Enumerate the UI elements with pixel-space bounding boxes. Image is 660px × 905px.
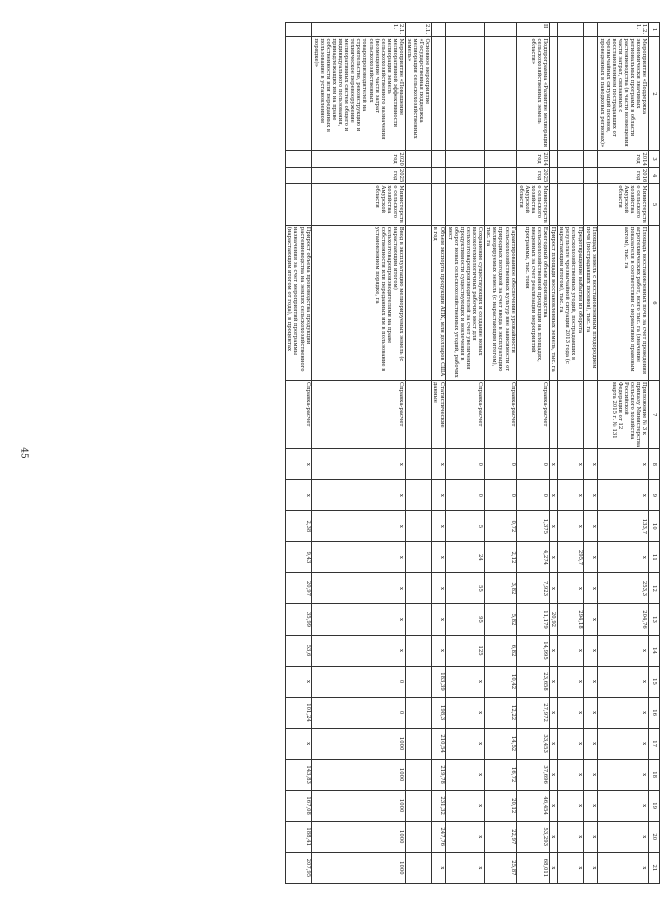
table-cell: 68,011 — [517, 852, 549, 883]
table-cell: 2025 год — [517, 167, 549, 184]
table-cell: 53,6 — [285, 635, 311, 666]
table-cell: x — [549, 635, 557, 666]
table-cell: Приложение № 3 к приказу Министерства сельского хозяйства Российской Федерации от 12 марта 2015 г. № 131 — [598, 381, 649, 449]
table-cell: 2,38 — [285, 511, 311, 542]
table-cell — [549, 167, 557, 184]
table-cell — [431, 184, 445, 225]
table-cell — [446, 184, 485, 225]
table-cell: x — [446, 728, 485, 759]
table-cell: x — [557, 635, 583, 666]
table-cell: x — [549, 759, 557, 790]
table-cell: x — [584, 573, 598, 604]
table-cell — [431, 23, 445, 37]
table-cell: x — [557, 790, 583, 821]
table-cell: 2014 год — [517, 151, 549, 168]
table-cell: 53,293 — [517, 821, 549, 852]
table-cell — [549, 381, 557, 449]
table-cell: x — [598, 635, 649, 666]
table-cell: Основное мероприятие «Государственная поддержка мелиорации сельскохозяйственных земель» — [405, 37, 431, 151]
table-cell: x — [431, 542, 445, 573]
table-cell: Мероприятие «Повышение мелиоративной эффективности мелиорации земель сельскохозяйственного назначения (возмещение части затрат сельскохозяйственных товаропроизводителей на строительство, реконструкцию и техническое перевооружение мелиоративных систем общего и индивидуального пользования, принадлежащих им на праве собственности или переданных в пользование в установленном порядке)» — [312, 37, 405, 151]
table-cell: 0,72 — [484, 511, 516, 542]
table-cell: Площадь восстановленных почв за счет проведения агротехнических работ, всего тыс. га (значение показателя в соответствии с нормативно правовым актом), тыс. га — [598, 225, 649, 380]
table-cell: x — [285, 449, 311, 480]
table-cell — [484, 151, 516, 168]
table-cell: x — [285, 666, 311, 697]
indicators-table — [285, 22, 660, 884]
table-cell — [584, 23, 598, 37]
table-cell: Прирост объема производства продукции растениеводства на землях сельскохозяйственного назначения за счет мероприятий программы (нарастающим итогом от года), в процентах — [285, 225, 311, 380]
table-cell — [484, 167, 516, 184]
table-cell: x — [598, 852, 649, 883]
table-cell: 1000 — [312, 728, 405, 759]
table-cell: 1.2.1. — [598, 23, 649, 37]
table-cell: 14,995 — [517, 635, 549, 666]
column-number: 4 — [649, 167, 660, 184]
table-cell: x — [584, 635, 598, 666]
table-cell: x — [557, 511, 583, 542]
table-cell: 12,22 — [484, 697, 516, 728]
table-cell — [446, 167, 485, 184]
table-cell: x — [584, 790, 598, 821]
table-cell — [431, 167, 445, 184]
table-cell — [285, 23, 311, 37]
column-number: 20 — [649, 821, 660, 852]
table-cell: 27,972 — [517, 697, 549, 728]
table-cell: Справка-расчет — [517, 381, 549, 449]
table-cell: Справка-расчет — [285, 381, 311, 449]
column-number: 18 — [649, 759, 660, 790]
column-number: 19 — [649, 790, 660, 821]
table-cell — [549, 23, 557, 37]
table-cell: 0 — [312, 666, 405, 697]
table-cell: 207,95 — [285, 852, 311, 883]
table-cell: x — [312, 573, 405, 604]
table-cell: 2.1. — [405, 23, 431, 37]
table-cell: 95 — [446, 604, 485, 635]
column-number: 1 — [649, 23, 660, 37]
table-cell: x — [584, 449, 598, 480]
column-number: 5 — [649, 184, 660, 225]
table-cell: x — [446, 821, 485, 852]
table-cell: 9,43 — [285, 542, 311, 573]
table-cell — [584, 184, 598, 225]
table-cell: x — [312, 635, 405, 666]
table-cell: x — [549, 852, 557, 883]
table-cell: 210,54 — [431, 728, 445, 759]
table-cell — [584, 381, 598, 449]
table-cell: x — [431, 635, 445, 666]
table-cell: x — [557, 666, 583, 697]
table-cell: 1000 — [312, 821, 405, 852]
table-cell: x — [431, 852, 445, 883]
table-cell: 231,32 — [431, 790, 445, 821]
table-cell: x — [549, 697, 557, 728]
table-cell — [584, 37, 598, 151]
table-cell: x — [549, 511, 557, 542]
table-cell: x — [557, 480, 583, 511]
table-cell: x — [584, 480, 598, 511]
table-cell: 7,923 — [517, 573, 549, 604]
table-cell: 219,78 — [431, 759, 445, 790]
table-cell — [431, 37, 445, 151]
table-cell: Сохранение существующих и создание новых высокотехнологичных рабочих мест для сельхозтоваропроизводителей за счет увеличения продуктивности существующих и вовлечения в оборот новых сельскохозяйственных угодий, рабочих мест — [446, 225, 485, 380]
table-cell: 5,82 — [484, 604, 516, 635]
table-cell: x — [584, 666, 598, 697]
table-cell — [405, 790, 431, 821]
table-cell: x — [598, 697, 649, 728]
table-cell: Справка-расчет — [312, 381, 405, 449]
table-cell — [405, 381, 431, 449]
table-cell — [557, 184, 583, 225]
table-cell: 11,179 — [517, 604, 549, 635]
table-cell: 253,3 — [598, 573, 649, 604]
table-cell: 2016 год — [598, 167, 649, 184]
table-cell: Прирост площади восстановленных земель, тыс. га — [549, 225, 557, 380]
table-cell — [285, 37, 311, 151]
table-cell: x — [584, 759, 598, 790]
table-cell: x — [598, 542, 649, 573]
table-cell: x — [312, 542, 405, 573]
table-cell — [584, 167, 598, 184]
table-cell — [431, 151, 445, 168]
table-cell: 1000 — [312, 759, 405, 790]
table-cell: 10,42 — [484, 666, 516, 697]
table-cell: x — [431, 449, 445, 480]
table-cell: 37,696 — [517, 759, 549, 790]
column-number-row — [649, 23, 660, 884]
table-cell: Справка-расчет — [446, 381, 485, 449]
table-cell: 23,658 — [517, 666, 549, 697]
table-cell — [285, 184, 311, 225]
table-cell: 0 — [312, 697, 405, 728]
table-cell: 5 — [446, 511, 485, 542]
table-cell — [446, 151, 485, 168]
table-cell — [557, 381, 583, 449]
table-cell — [405, 542, 431, 573]
table-cell: 0 — [517, 480, 549, 511]
table-cell: Статистические данные — [431, 381, 445, 449]
table-cell: x — [285, 480, 311, 511]
table-cell: 0 — [446, 480, 485, 511]
table-cell — [405, 184, 431, 225]
table-cell: x — [584, 604, 598, 635]
table-cell: 204,76 — [598, 604, 649, 635]
table-cell — [557, 23, 583, 37]
table-row — [312, 23, 405, 884]
table-cell — [405, 821, 431, 852]
column-number: 17 — [649, 728, 660, 759]
table-cell: Площадь земель с восстановленным плодородием почв (пострадавших посевов), тыс. га — [584, 225, 598, 380]
landscape-table-wrapper — [76, 22, 660, 884]
table-cell: Ежегодный объем производства сельскохозяйственной продукции на площадях, введенных за счет реализации мероприятий программы, тыс. тонн — [517, 225, 549, 380]
table-cell: x — [584, 852, 598, 883]
table-cell: 22,97 — [484, 821, 516, 852]
table-cell: x — [549, 573, 557, 604]
table-cell: 25,87 — [484, 852, 516, 883]
table-cell: 46,454 — [517, 790, 549, 821]
table-cell: 188,41 — [285, 821, 311, 852]
table-cell: 16,72 — [484, 759, 516, 790]
table-cell: 6,82 — [484, 635, 516, 666]
table-cell: x — [431, 604, 445, 635]
table-cell: 294,18 — [557, 604, 583, 635]
table-cell — [285, 151, 311, 168]
table-cell: x — [598, 790, 649, 821]
table-cell: x — [312, 511, 405, 542]
column-number: 10 — [649, 511, 660, 542]
table-cell: 295,7 — [557, 542, 583, 573]
table-cell — [446, 23, 485, 37]
table-cell: 0 — [484, 449, 516, 480]
table-cell: x — [312, 480, 405, 511]
table-cell: 247,76 — [431, 821, 445, 852]
table-cell — [405, 449, 431, 480]
table-cell: x — [598, 480, 649, 511]
table-cell — [446, 37, 485, 151]
column-number: 11 — [649, 542, 660, 573]
table-cell: x — [557, 821, 583, 852]
table-cell: Мероприятие «Поддержка экономически значимых региональных программ в области растениеводства (в части возмещения части затрат, связанных с восстановлением пострадавших от чрезвычайных ситуаций посевов, проведенных в паводковых регионах)» — [598, 37, 649, 151]
table-cell: 2025 год — [312, 167, 405, 184]
table-cell — [405, 759, 431, 790]
table-cell: x — [312, 449, 405, 480]
column-number: 7 — [649, 381, 660, 449]
table-cell: x — [598, 666, 649, 697]
table-cell: 0 — [446, 449, 485, 480]
table-cell: 3,82 — [484, 573, 516, 604]
table-cell: x — [557, 573, 583, 604]
table-cell: x — [549, 728, 557, 759]
column-number: 16 — [649, 697, 660, 728]
table-cell — [405, 225, 431, 380]
table-row — [557, 23, 583, 884]
table-cell: x — [549, 449, 557, 480]
table-cell: x — [431, 511, 445, 542]
column-number: 14 — [649, 635, 660, 666]
table-cell — [557, 167, 583, 184]
table-row — [446, 23, 485, 884]
table-cell: 133,7 — [598, 511, 649, 542]
table-cell: Подпрограмма «Развитие мелиорации сельскохозяйственных земель области» — [517, 37, 549, 151]
column-number: 9 — [649, 480, 660, 511]
table-cell: x — [549, 790, 557, 821]
table-row — [584, 23, 598, 884]
table-cell — [584, 151, 598, 168]
table-cell: x — [549, 480, 557, 511]
table-cell: x — [584, 821, 598, 852]
table-cell: x — [312, 604, 405, 635]
table-cell: 198,3 — [431, 697, 445, 728]
table-row — [405, 23, 431, 884]
table-cell: 35,99 — [285, 604, 311, 635]
table-cell — [405, 604, 431, 635]
table-cell: Гарантированное обеспечение урожайности сельскохозяйственных культур вне зависимости от природных погодной за счет ввода в эксплуатацию мелиорируемых земель (с нарастающим итогом), тыс. га — [484, 225, 516, 380]
table-cell: x — [557, 449, 583, 480]
table-cell: x — [598, 449, 649, 480]
table-cell: 0 — [484, 480, 516, 511]
table-cell: x — [557, 759, 583, 790]
table-cell: Министерство сельского хозяйства Амурской области — [517, 184, 549, 225]
table-row — [598, 23, 649, 884]
column-number: 13 — [649, 604, 660, 635]
column-number: 21 — [649, 852, 660, 883]
table-cell: 20,92 — [549, 604, 557, 635]
table-cell: x — [584, 728, 598, 759]
table-cell — [405, 480, 431, 511]
column-number: 12 — [649, 573, 660, 604]
table-cell — [405, 852, 431, 883]
table-cell — [405, 167, 431, 184]
table-cell: x — [549, 542, 557, 573]
table-cell: Предотвращение выбытия из оборота сельскохозяйственных угодий, пострадавших в результате чрезвычайной ситуации 2013 года (с нарастающим итогом), тыс. га — [557, 225, 583, 380]
table-cell: x — [549, 821, 557, 852]
table-cell: x — [431, 573, 445, 604]
column-number: 8 — [649, 449, 660, 480]
table-cell: x — [446, 697, 485, 728]
table-cell: x — [598, 821, 649, 852]
table-cell: Ввод в эксплуатацию мелиорируемых земель (с нарастающим итогом) сельхозтоваропроизводителями на праве собственности или переданных им в пользование в установленном порядке, га — [312, 225, 405, 380]
table-cell: x — [446, 666, 485, 697]
table-cell: 55 — [446, 573, 485, 604]
table-cell: 2020 год — [312, 151, 405, 168]
column-number: 2 — [649, 37, 660, 151]
table-cell — [557, 151, 583, 168]
table-cell — [285, 167, 311, 184]
table-cell: x — [557, 697, 583, 728]
table-cell: x — [446, 852, 485, 883]
table-cell: Министерство сельского хозяйства Амурской области — [598, 184, 649, 225]
table-cell — [405, 573, 431, 604]
table-cell: 20,97 — [285, 573, 311, 604]
table-cell — [549, 184, 557, 225]
table-cell: 2014 год — [598, 151, 649, 168]
table-row — [285, 23, 311, 884]
table-cell: x — [598, 728, 649, 759]
table-cell: x — [557, 728, 583, 759]
table-cell — [484, 37, 516, 151]
table-cell — [405, 151, 431, 168]
table-cell — [484, 184, 516, 225]
table-cell: x — [584, 511, 598, 542]
table-cell — [557, 37, 583, 151]
table-cell — [405, 728, 431, 759]
table-cell: 167,08 — [285, 790, 311, 821]
table-row — [517, 23, 549, 884]
table-cell: 0 — [517, 449, 549, 480]
table-cell: 183,39 — [431, 666, 445, 697]
table-cell — [405, 635, 431, 666]
table-cell: 14,52 — [484, 728, 516, 759]
table-cell: 101,24 — [285, 697, 311, 728]
table-cell — [549, 151, 557, 168]
table-row — [549, 23, 557, 884]
table-cell — [405, 511, 431, 542]
table-cell: x — [584, 697, 598, 728]
table-cell: 2.1.1. — [312, 23, 405, 37]
table-cell: 2,12 — [484, 542, 516, 573]
table-cell: x — [557, 852, 583, 883]
table-cell — [549, 37, 557, 151]
table-cell — [484, 23, 516, 37]
table-body — [285, 23, 648, 884]
table-cell: x — [431, 480, 445, 511]
table-cell: x — [598, 759, 649, 790]
table-cell: x — [584, 542, 598, 573]
table-cell: Объем экспорта продукции АПК, млн долларов США в год — [431, 225, 445, 380]
table-cell — [405, 666, 431, 697]
table-row — [431, 23, 445, 884]
table-cell: x — [549, 666, 557, 697]
table-cell: x — [446, 790, 485, 821]
column-number: 3 — [649, 151, 660, 168]
table-cell: 20,12 — [484, 790, 516, 821]
table-cell: II — [517, 23, 549, 37]
table-cell: 143,83 — [285, 759, 311, 790]
table-cell: 125 — [446, 635, 485, 666]
page-number: 45 — [18, 447, 29, 459]
table-cell: Министерство сельского хозяйства Амурской области — [312, 184, 405, 225]
table-cell: Справка-расчет — [484, 381, 516, 449]
table-cell: 24 — [446, 542, 485, 573]
table-cell: 4,274 — [517, 542, 549, 573]
table-cell: 1000 — [312, 790, 405, 821]
table-cell — [405, 697, 431, 728]
table-cell: 33,453 — [517, 728, 549, 759]
column-number: 6 — [649, 225, 660, 380]
table-cell: 1,375 — [517, 511, 549, 542]
table-cell: x — [446, 759, 485, 790]
table-row — [484, 23, 516, 884]
table-cell: x — [285, 728, 311, 759]
column-number: 15 — [649, 666, 660, 697]
table-cell: 1000 — [312, 852, 405, 883]
